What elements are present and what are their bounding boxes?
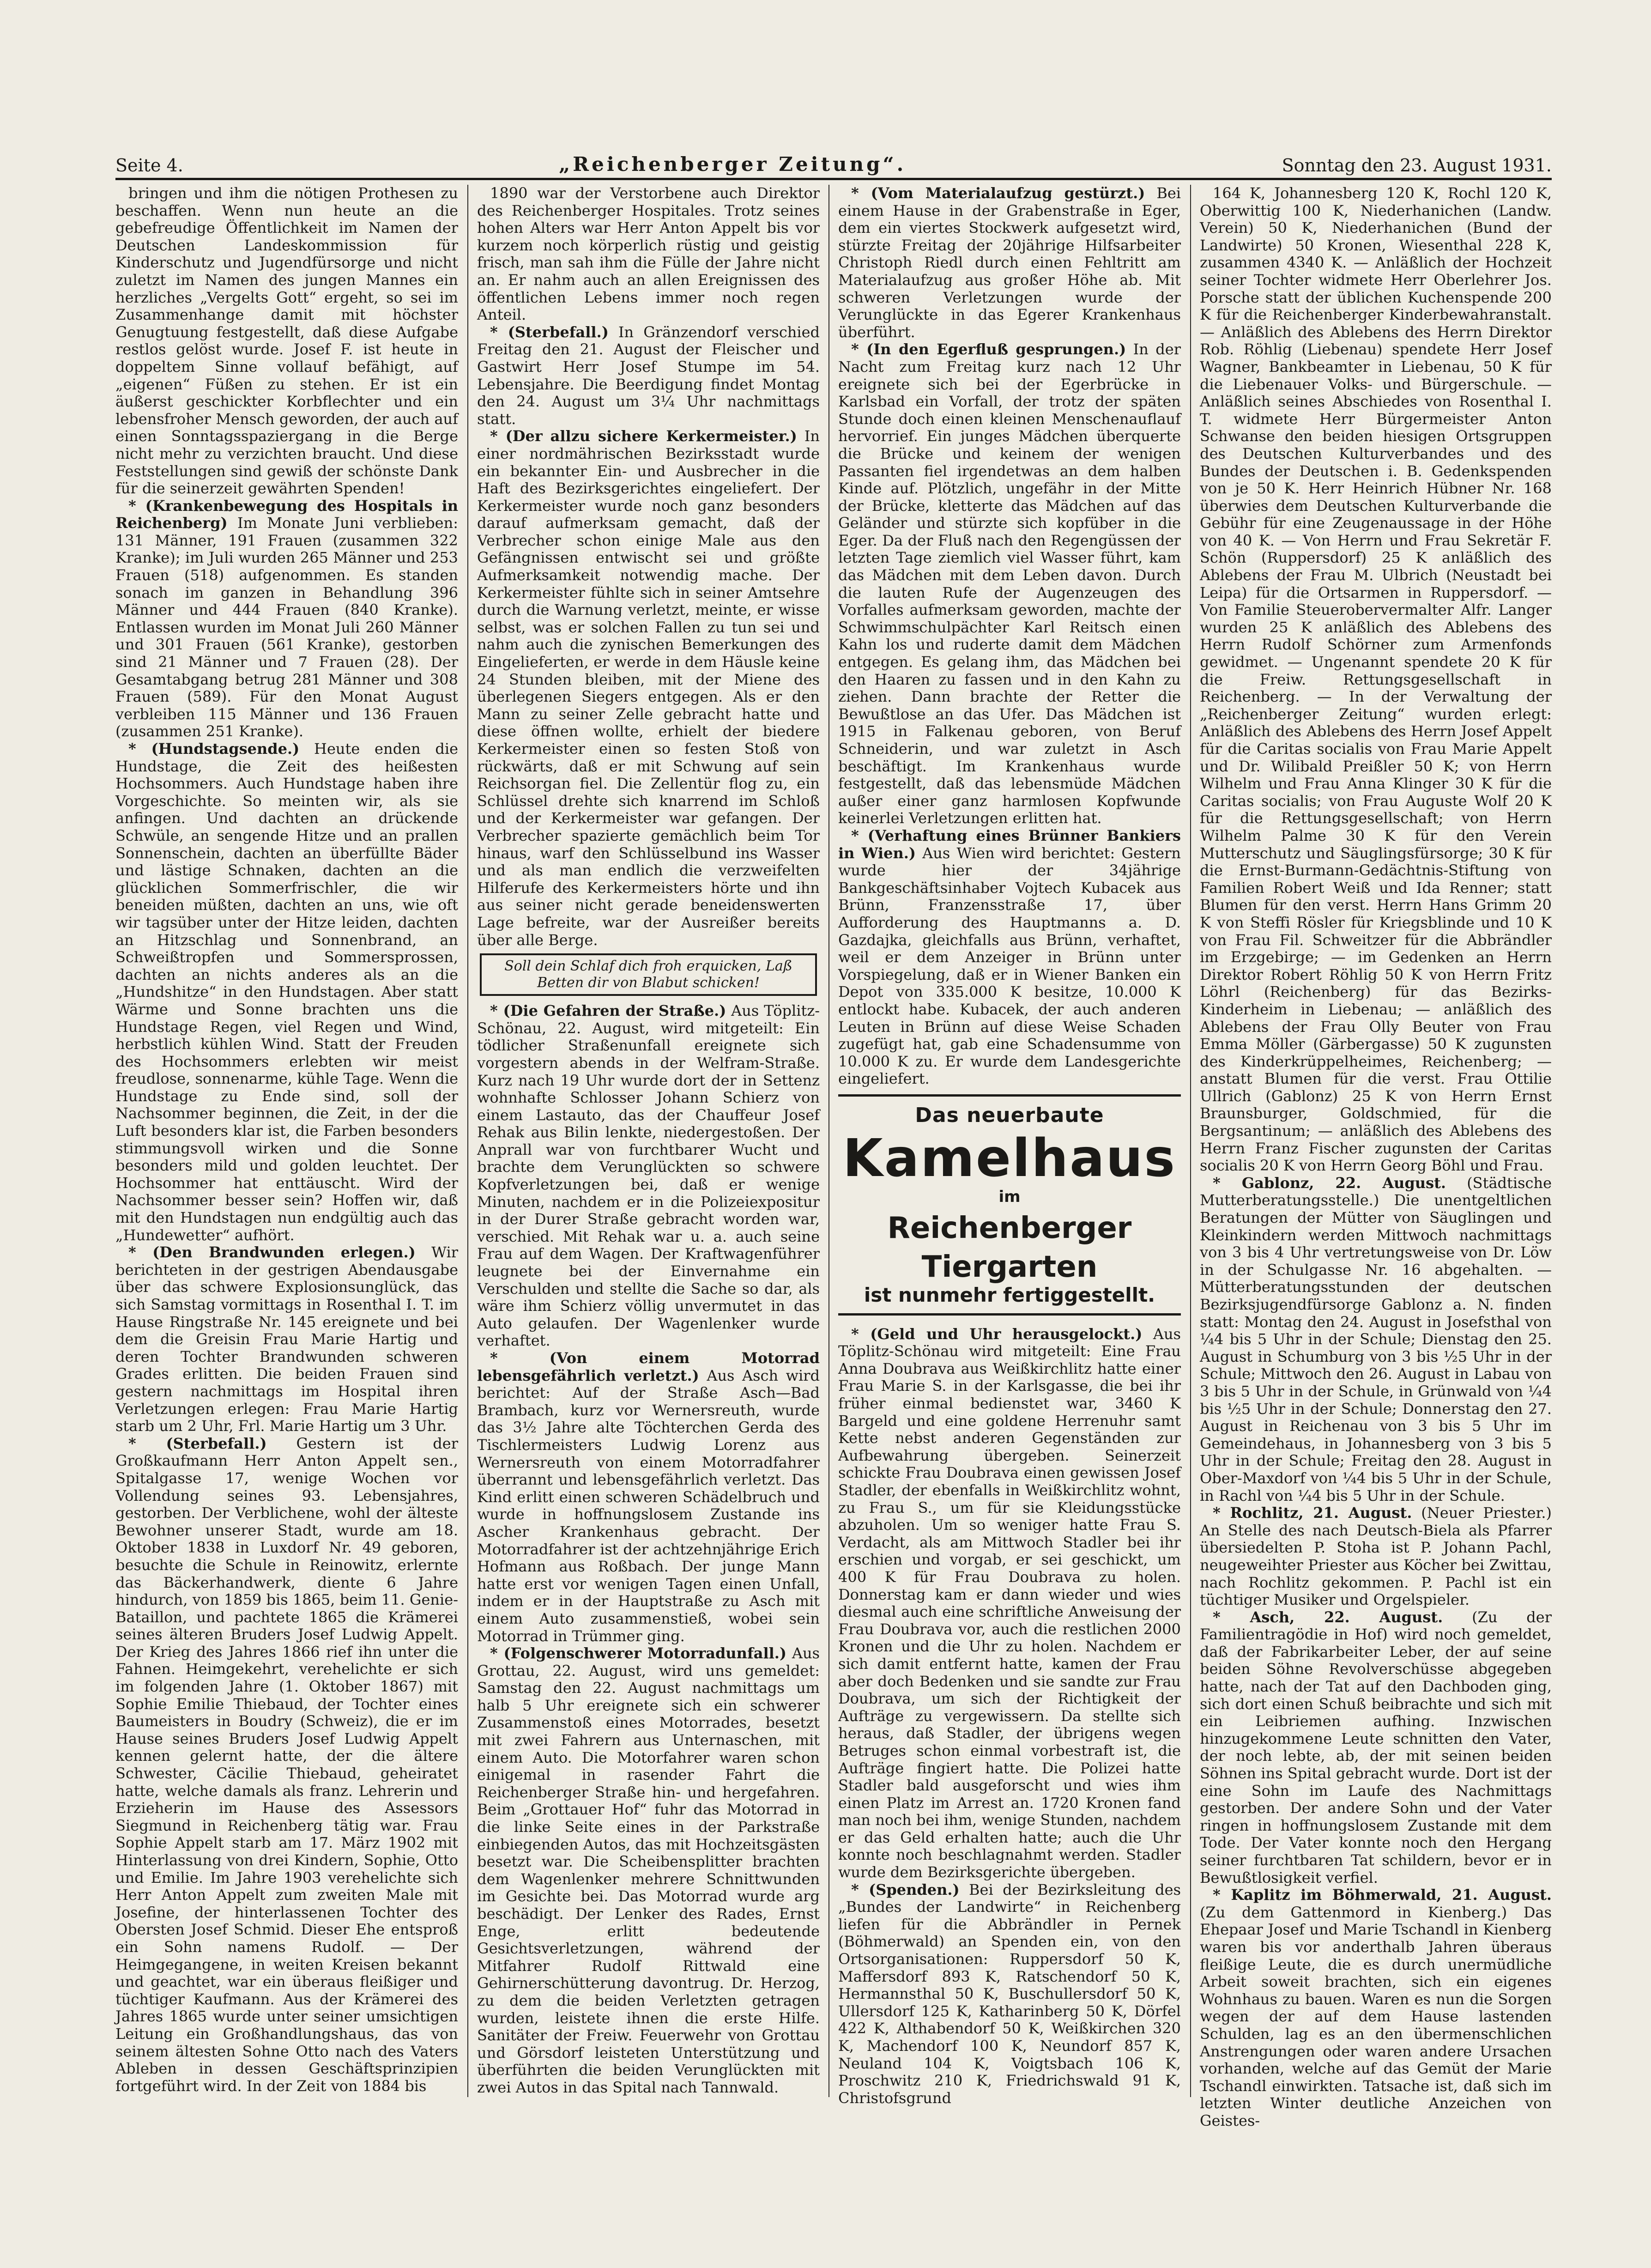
article-paragraph: * (Folgenschwerer Motorradunfall.) Aus Grottau, 22. August, wird uns gemeldet: Samstag den 22. August nachmittags um halb 5 Uhr ereignete sich ein schwerer Zusammenstoß eines Motorrades, besetzt mit zwei Fahrern aus Unternaschen, mit einem Auto. Die Motorfahrer waren schon einigemal in rasender Fahrt die Reichenberger Straße hin- und hergefahren. Beim „Grottauer Hof“ fuhr das Motorrad in die linke Seite eines in der Parkstraße einbiegenden Autos, das mit Hochzeitsgästen besetzt war. Die Scheibensplitter brachten dem Wagenlenker mehrere Schnittwunden im Gesichte bei. Das Motorrad wurde arg beschädigt. Der Lenker des Rades, Ernst Enge, erlitt bedeutende Gesichtsverletzungen, während der Mitfahrer Rudolf Rittwald eine Gehirnerschütterung davontrug. Dr. Herzog, zu dem die beiden Verletzten getragen wurden, leistete ihnen die erste Hilfe. Sanitäter der Freiw. Feuerwehr von Grottau und Görsdorf leisteten Unterstützung und überführten die beiden Verunglückten mit zwei Autos in das Spital nach Tannwald. [477,1644,820,2096]
article-heading: * (Die Gefahren der Straße.) [490,1002,726,1020]
column-divider [1190,185,1191,2097]
column-divider [467,185,468,2097]
advert-subheadline: Reichenberger Tiergarten [887,1211,1132,1285]
advert-box-betten: Soll dein Schlaf dich froh erquicken, Laß Betten dir von Blabut schicken! [480,953,817,996]
article-paragraph: * (Die Gefahren der Straße.) Aus Töplitz-Schönau, 22. August, wird mitgeteilt: Ein tödlicher Straßenunfall ereignete sich vorgestern abends in der Welfram-Straße. Kurz nach 19 Uhr wurde dort der in Settenz wohnhafte Schlosser Johann Schierz von einem Lastauto, das der Chauffeur Josef Rehak aus Bilin lenkte, niedergestoßen. Der Anprall war von furchtbarer Wucht und brachte dem Verunglückten so schwere Kopfverletzungen bei, daß er wenige Minuten, nachdem er in die Polizeiexpositur in der Durer Straße gebracht worden war, verschied. Mit Rehak war u. a. auch seine Frau auf dem Wagen. Der Kraftwagenführer leugnete bei der Einvernahme ein Verschulden und stellte die Sache so dar, als wäre ihm Schierz völlig unvermutet in das Auto gelaufen. Der Wagenlenker wurde verhaftet. [477,1002,820,1350]
advert-headline: Kamelhaus [842,1128,1177,1189]
article-paragraph: * (Sterbefall.) In Gränzendorf verschied Freitag den 21. August der Fleischer und Gastwirt Herr Josef Stumpe im 54. Lebensjahre. Die Beerdigung findet Montag den 24. August um 3¼ Uhr nachmittags statt. [477,323,820,428]
article-heading: * (Vom Materialaufzug gestürzt.) [851,184,1145,202]
article-paragraph: * Rochlitz, 21. August. (Neuer Priester.) An Stelle des nach Deutsch-Biela als Pfarrer übersiedelten P. Stoha ist P. Johann Pachl, neugeweihter Priester aus Köcher bei Zwittau, nach Rochlitz gekommen. P. Pachl ist ein tüchtiger Musiker und Orgelspieler. [1200,1504,1552,1609]
article-paragraph: 164 K, Johannesberg 120 K, Rochl 120 K, Oberwittig 100 K, Niederhanichen (Landw. Verein) 50 K, Niederhanichen (Bund der Landwirte) 50 Kronen, Wiesenthal 228 K, zusammen 4340 K. — Anläßlich der Hochzeit seiner Tochter widmete Herr Oberlehrer Jos. Porsche statt der üblichen Kuchenspende 200 K für die Reichenberger Kinderbewahranstalt. — Anläßlich des Ablebens des Herrn Direktor Rob. Röhlig (Liebenau) spendete Herr Josef Wagner, Bankbeamter in Liebenau, 50 K für die Liebenauer Volks- und Bürgerschule. — Anläßlich seines Abschiedes von Rosenthal I. T. widmete Herr Bürgermeister Anton Schwanse den beiden hiesigen Ortsgruppen des Deutschen Kulturverbandes und des Bundes der Deutschen i. B. Gedenkspenden von je 50 K. Herr Heinrich Hübner Nr. 168 überwies dem Deutschen Kulturverbande die Gebühr für eine Zeugenaussage in der Höhe von 40 K. — Von Herrn und Frau Sekretär F. Schön (Ruppersdorf) 25 K anläßlich des Ablebens der Frau M. Ulbrich (Neustadt bei Leipa) für die Ortsarmen in Ruppersdorf. — Von Familie Steuerobervermalter Alfr. Langer wurden 25 K anläßlich des Ablebens des Herrn Rudolf Schörner zum Armenfonds gewidmet. — Ungenannt spendete 20 K für die Freiw. Rettungsgesellschaft in Reichenberg. — In der Verwaltung der „Reichenberger Zeitung“ wurden erlegt: Anläßlich des Ablebens des Herrn Josef Appelt für die Caritas socialis von Frau Marie Appelt und Dr. Wilibald Preißler 50 K; von Herrn Wilhelm und Frau Anna Klinger 30 K für die Caritas socialis; von Frau Auguste Wolf 20 K für die Rettungsgesellschaft; von Herrn Wilhelm Palme 30 K für den Verein Mutterschutz und Säuglingsfürsorge; 30 K für die Ernst-Burmann-Gedächtnis-Stiftung von Familien Robert Weiß und Ida Renner; statt Blumen für den verst. Herrn Hans Grimm 20 K von Steffi Rösler für Kriegsblinde und 10 K von Frau Fil. Schweitzer für die Abbrändler im Erzgebirge; — im Gedenken an Herrn Direktor Robert Röhlig 50 K von Herrn Fritz Löhrl (Reichenberg) für das Bezirks-Kinderheim in Liebenau; — anläßlich des Ablebens der Frau Olly Beuter von Frau Emma Möller (Gärbergasse) 50 K zugunsten des Kinderkrüppelheimes, Reichenberg; — anstatt Blumen für die verst. Frau Ottilie Ullrich (Gablonz) 25 K von Herrn Ernst Braunsburger, Goldschmied, für die Bergsantinum; — anläßlich des Ablebens des Herrn Franz Fischer zugunsten der Caritas socialis 20 K von Herrn Georg Böhl und Frau. [1200,184,1552,1175]
article-heading: * (Hundstagsende.) [128,740,300,758]
article-heading: * (Folgenschwerer Motorradunfall.) [490,1644,787,1662]
page-number: Seite 4. [115,155,183,176]
article-heading: * (Geld und Uhr herausgelockt.) [851,1325,1143,1343]
article-paragraph: * (Verhaftung eines Brünner Bankiers in Wien.) Aus Wien wird berichtet: Gestern wurde hier der 34jährige Bankgeschäftsinhaber Vojtech Kubacek aus Brünn, Franzensstraße 17, über Aufforderung des Hauptmanns a. D. Gazdajka, gleichfalls aus Brünn, verhaftet, weil er dem Anzeiger in Brünn unter Vorspiegelung, daß er in Wiener Banken ein Depot von 335.000 K besitze, 10.000 K entlockt habe. Kubacek, der auch anderen Leuten in Brünn auf diese Weise Schaden zugefügt hat, gab eine Schadensumme von 10.000 K zu. Er wurde dem Landesgerichte eingeliefert. [838,826,1181,1088]
article-paragraph: * (Hundstagsende.) Heute enden die Hundstage, die Zeit des heißesten Hochsommers. Auch Hundstage haben ihre Vorgeschichte. So meinten wir, als sie anfingen. Und dachten an drückende Schwüle, an sengende Hitze und an prallen Sonnenschein, dachten an überfüllte Bäder und lästige Schnaken, dachten an die glücklichen Sommerfrischler, die wir beneiden müßten, dachten an uns, wie oft wir tagsüber unter der Hitze leiden, dachten an Hitzschlag und Sonnenbrand, an Schweißtropfen und Sommersprossen, dachten an nichts anderes als an die „Hundshitze“ in den Hundstagen. Aber statt Wärme und Sonne brachten uns die Hundstage Regen, viel Regen und Wind, herbstlich kühlen Wind. Statt der Freuden des Hochsommers erlebten wir meist freudlose, sonnenarme, kühle Tage. Wenn die Hundstage zu Ende sind, soll der Nachsommer beginnen, die Zeit, in der die Luft besonders klar ist, die Farben besonders stimmungsvoll wirken und die Sonne besonders mild und golden leuchtet. Der Hochsommer hat enttäuscht. Wird der Nachsommer besser sein? Hoffen wir, daß mit den Hundstagen nun endgültig auch das „Hundewetter“ aufhört. [115,740,459,1244]
article-paragraph: * (Vom Materialaufzug gestürzt.) Bei einem Hause in der Grabenstraße in Eger, dem ein viertes Stockwerk aufgesetzt wird, stürzte Freitag der 20jährige Hilfsarbeiter Christoph Riedl durch einen Fehltritt am Materialaufzug aus großer Höhe ab. Mit schweren Verletzungen wurde der Verunglückte in das Egerer Krankenhaus überführt. [838,184,1181,341]
article-paragraph: * Gablonz, 22. August. (Städtische Mutterberatungsstelle.) Die unentgeltlichen Beratungen der Mütter von Säuglingen und Kleinkindern werden Mittwoch nachmittags von 3 bis 4 Uhr vertretungsweise von Dr. Löw in der Schulgasse Nr. 16 abgehalten. — Mütterberatungsstunden der deutschen Bezirksjugendfürsorge Gablonz a. N. finden statt: Montag den 24. August in Josefsthal von ¼4 bis 5 Uhr in der Schule; Dienstag den 25. August in Schumburg von 3 bis ½5 Uhr in der Schule; Mittwoch den 26. August in Labau von 3 bis 5 Uhr in der Schule, in Grünwald von ¼4 bis ½5 Uhr in der Schule; Donnerstag den 27. August in Reichenau von 3 bis 5 Uhr im Gemeindehaus, in Johannesberg von 3 bis 5 Uhr in der Schule; Freitag den 28. August in Ober-Maxdorf von ¼4 bis 5 Uhr in der Schule, in Rachl von ¼4 bis 5 Uhr in der Schule. [1200,1174,1552,1504]
article-paragraph: * (Sterbefall.) Gestern ist der Großkaufmann Herr Anton Appelt sen., Spitalgasse 17, wenige Wochen vor Vollendung seines 93. Lebensjahres, gestorben. Der Verblichene, wohl der älteste Bewohner unserer Stadt, wurde am 18. Oktober 1838 in Luxdorf Nr. 49 geboren, besuchte die Schule in Reinowitz, erlernte das Bäckerhandwerk, diente 6 Jahre hindurch, von 1859 bis 1865, beim 11. Genie-Bataillon, und pachtete 1865 die Krämerei seines älteren Bruders Josef Ludwig Appelt. Der Krieg des Jahres 1866 rief ihn unter die Fahnen. Heimgekehrt, verehelichte er sich im folgenden Jahre (1. Oktober 1867) mit Sophie Emilie Thiebaud, der Tochter eines Baumeisters in Boudry (Schweiz), die er im Hause seines Bruders Josef Ludwig Appelt kennen gelernt hatte, der die ältere Schwester, Cäcilie Thiebaud, geheiratet hatte, welche damals als franz. Lehrerin und Erzieherin im Hause des Assessors Siegmund in Reichenberg tätig war. Frau Sophie Appelt starb am 17. März 1902 mit Hinterlassung von drei Kindern, Sophie, Otto und Emilie. Im Jahre 1903 verehelichte sich Herr Anton Appelt zum zweiten Male mit Josefine, der hinterlassenen Tochter des Obersten Josef Schmid. Dieser Ehe entsproß ein Sohn namens Rudolf. — Der Heimgegangene, in weiten Kreisen bekannt und geachtet, war ein überaus fleißiger und tüchtiger Kaufmann. Aus der Krämerei des Jahres 1865 wurde unter seiner umsichtigen Leitung ein Großhandlungshaus, das von seinem ältesten Sohne Otto nach des Vaters Ableben in dessen Geschäftsprinzipien fortgeführt wird. In der Zeit von 1884 bis [115,1434,459,2095]
article-heading: * Asch, 22. August. [1213,1608,1443,1626]
article-heading: * (Den Brandwunden erlegen.) [128,1243,416,1261]
article-paragraph: * (In den Egerfluß gesprungen.) In der Nacht zum Freitag kurz nach 12 Uhr ereignete sich bei der Egerbrücke in Karlsbad ein Vorfall, der trotz der späten Stunde doch einen kleinen Menschenauflauf hervorrief. Ein junges Mädchen überquerte die Brücke und keinem der wenigen Passanten fiel irgendetwas an dem halben Kinde auf. Plötzlich, ungefähr in der Mitte der Brücke, kletterte das Mädchen auf das Geländer und stürzte sich kopfüber in die Eger. Da der Fluß nach den Regengüssen der letzten Tage ziemlich viel Wasser führt, kam das Mädchen mit dem Leben davon. Durch die lauten Rufe der Augenzeugen des Vorfalles aufmerksam geworden, machte der Schwimmschulpächter Karl Reitsch einen Kahn los und ruderte damit dem Mädchen entgegen. Es gelang ihm, das Mädchen bei den Haaren zu fassen und in den Kahn zu ziehen. Dann brachte der Retter die Bewußtlose an das Ufer. Das Mädchen ist 1915 in Falkenau geboren, von Beruf Schneiderin, und war zuletzt in Asch beschäftigt. Im Krankenhaus wurde festgestellt, daß das lebensmüde Mädchen außer einer ganz harmlosen Kopfwunde keinerlei Verletzungen erlitten hat. [838,340,1181,827]
article-heading: * Kaplitz im Böhmerwald, 21. August. [1213,1886,1552,1904]
advert-line: ist nunmehr fertiggestellt. [864,1284,1155,1307]
column-2 [477,185,820,2097]
issue-date: Sonntag den 23. August 1931. [1282,155,1552,176]
article-paragraph: * (Geld und Uhr herausgelockt.) Aus Töplitz-Schönau wird mitgeteilt: Eine Frau Anna Doubrava aus Weißkirchlitz hatte einer Frau Marie S. in der Karlsgasse, die bei ihr früher einmal bedienstet war, 3460 K Bargeld und eine goldene Herrenuhr samt Kette nebst anderen Gegenständen zur Aufbewahrung übergeben. Seinerzeit schickte Frau Doubrava einen gewissen Josef Stadler, der ebenfalls in Weißkirchlitz wohnt, zu Frau S., um für sie Kleidungsstücke abzuholen. Um so weniger hatte Frau S. Verdacht, als am Mittwoch Stadler bei ihr erschien und vorgab, er sei geschickt, um 400 K für Frau Doubrava zu holen. Donnerstag kam er dann wieder und wies diesmal auch eine schriftliche Anweisung der Frau Doubrava vor, auch die restlichen 2000 Kronen und die Uhr zu holen. Nachdem er sich damit entfernt hatte, kamen der Frau aber doch Bedenken und sie sandte zur Frau Doubrava, um sich der Richtigkeit der Aufträge zu vergewissern. Da stellte sich heraus, daß Stadler, der übrigens wegen Betruges schon einmal vorbestraft ist, die Aufträge fingiert hatte. Die Polizei hatte Stadler bald ausgeforscht und wies ihm einen Platz im Arrest an. 1720 Kronen fand man noch bei ihm, wenige Stunden, nachdem er das Geld erhalten hatte; auch die Uhr konnte noch beschlagnahmt werden. Stadler wurde dem Bezirksgerichte übergeben. [838,1325,1181,1881]
article-paragraph: * Kaplitz im Böhmerwald, 21. August. (Zu dem Gattenmord in Kienberg.) Das Ehepaar Josef und Marie Tschandl in Kienberg waren bis vor anderthalb Jahren überaus fleißige Leute, die es durch unermüdliche Arbeit soweit brachten, sich ein eigenes Wohnhaus zu bauen. Waren es nun die Sorgen wegen der auf dem Hause lastenden Schulden, lag es an den übermenschlichen Anstrengungen oder waren andere Ursachen vorhanden, welche auf das Gemüt der Marie Tschandl einwirkten. Tatsache ist, daß sich im letzten Winter deutliche Anzeichen von Geistes- [1200,1886,1552,2129]
article-paragraph: * (Von einem Motorrad lebensgefährlich verletzt.) Aus Asch wird berichtet: Auf der Straße Asch—Bad Brambach, kurz vor Wernersreuth, wurde das 3½ Jahre alte Töchterchen Gerda des Tischlermeisters Ludwig Lorenz aus Wernersreuth von einem Motorradfahrer überrannt und lebensgefährlich verletzt. Das Kind erlitt einen schweren Schädelbruch und wurde in hoffnungslosem Zustande ins Ascher Krankenhaus gebracht. Der Motorradfahrer ist der achtzehnjährige Erich Hofmann aus Roßbach. Der junge Mann hatte erst vor wenigen Tagen einen Unfall, indem er in der Hauptstraße zu Asch mit einem Auto zusammenstieß, wobei sein Motorrad in Trümmer ging. [477,1349,820,1645]
article-heading: * (In den Egerfluß gesprungen.) [851,340,1126,358]
article-paragraph: * Asch, 22. August. (Zu der Familientragödie in Hof) wird noch gemeldet, daß der Fabrikarbeiter Leber, der auf seine beiden Söhne Revolverschüsse abgegeben hatte, nach der Tat auf den Dachboden ging, sich dort einen Schuß beibrachte und sich mit ein Leibriemen aufhing. Inzwischen hinzugekommene Leute schnitten den Vater, der noch lebte, ab, der mit seinen beiden Söhnen ins Spital gebracht wurde. Dort ist der eine Sohn im Laufe des Nachmittags gestorben. Der andere Sohn und der Vater ringen in hoffnungslosem Zustande mit dem Tode. Der Vater konnte noch den Hergang seiner furchtbaren Tat schildern, bevor er in Bewußtlosigkeit verfiel. [1200,1608,1552,1886]
column-3 [838,184,1181,2107]
article-heading: * (Sterbefall.) [128,1434,267,1452]
article-paragraph: * (Spenden.) Bei der Bezirksleitung des „Bundes der Landwirte“ in Reichenberg liefen für die Abbrändler in Pernek (Böhmerwald) an Spenden ein, von den Ortsorganisationen: Ruppersdorf 50 K, Maffersdorf 893 K, Ratschendorf 50 K, Hermannsthal 50 K, Buschullersdorf 50 K, Ullersdorf 125 K, Katharinberg 50 K, Dörfel 422 K, Althabendorf 50 K, Weißkirchen 320 K, Machendorf 100 K, Neundorf 857 K, Neuland 104 K, Voigtsbach 106 K, Proschwitz 210 K, Friedrichswald 91 K, Christofsgrund [838,1880,1181,2107]
page-header [115,139,1552,176]
article-heading: * (Von einem Motorrad lebensgefährlich verletzt.) [477,1349,820,1384]
article-heading: * (Der allzu sichere Kerkermeister.) [490,427,797,445]
newspaper-title: „Reichenberger Zeitung“. [559,153,907,176]
article-paragraph: * (Krankenbewegung des Hospitals in Reichenberg) Im Monate Juni verblieben: 131 Männer, 191 Frauen (zusammen 322 Kranke); im Juli wurden 265 Männer und 253 Frauen (518) aufgenommen. Es standen sonach im ganzen in Behandlung 396 Männer und 444 Frauen (840 Kranke). Entlassen wurden im Monat Juli 260 Männer und 301 Frauen (561 Kranke), gestorben sind 21 Männer und 7 Frauen (28). Der Gesamtabgang betrug 281 Männer und 308 Frauen (589). Für den Monat August verbleiben 115 Männer und 136 Frauen (zusammen 251 Kranke). [115,497,459,740]
article-paragraph: * (Der allzu sichere Kerkermeister.) In einer nordmährischen Bezirksstadt wurde ein bekannter Ein- und Ausbrecher in die Haft des Bezirksgerichtes eingeliefert. Der Kerkermeister wurde noch ganz besonders darauf aufmerksam gemacht, daß der Verbrecher schon einige Male aus den Gefängnissen entwischt sei und größte Aufmerksamkeit notwendig mache. Der Kerkermeister fühlte sich in seiner Amtsehre durch die Warnung verletzt, meinte, er wisse selbst, was er solchen Fallen zu tun sei und nahm auch die zynischen Bemerkungen des Eingelieferten, er werde in dem Häusle keine 24 Stunden bleiben, mit der Miene des überlegenen Siegers entgegen. Als er den Mann zu seiner Zelle gebracht hatte und diese öffnen wollte, erhielt der biedere Kerkermeister einen so festen Stoß von rückwärts, daß er mit Schwung auf sein Reichsorgan fiel. Die Zellentür flog zu, ein Schlüssel drehte sich knarrend im Schloß und der Kerkermeister war gefangen. Der Verbrecher spazierte gemächlich beim Tor hinaus, warf den Schlüsselbund ins Wasser und als man endlich die verzweifelten Hilferufe des Kerkermeisters hörte und ihn aus seiner nicht gerade beneidenswerten Lage befreite, war der Ausreißer bereits über alle Berge. [477,427,820,949]
article-heading: * Rochlitz, 21. August. [1213,1504,1412,1522]
article-heading: * Gablonz, 22. August. [1213,1174,1446,1192]
article-paragraph: bringen und ihm die nötigen Prothesen zu beschaffen. Wenn nun heute an die gebefreudige Öffentlichkeit im Namen der Deutschen Landeskommission für Kinderschutz und Jugendfürsorge und nicht zuletzt im Namen des jungen Mannes ein herzliches „Vergelts Gott“ ergeht, so sei im Zusammenhange damit mit höchster Genugtuung festgestellt, daß diese Aufgabe restlos gelöst wurde. Josef F. ist heute in doppeltem Sinne vollauf befähigt, auf „eigenen“ Füßen zu stehen. Er ist ein äußerst geschickter Korbflechter und ein lebensfroher Mensch geworden, der auch auf einen Sonntagsspaziergang in die Berge nicht mehr zu verzichten braucht. Und diese Feststellungen sind gewiß der schönste Dank für die seinerzeit gewährten Spenden! [115,184,458,497]
article-paragraph: * (Den Brandwunden erlegen.) Wir berichteten in der gestrigen Abendausgabe über das schwere Explosionsunglück, das sich Samstag vormittags in Rosenthal I. T. im Hause Ringstraße Nr. 145 ereignete und bei dem die Greisin Frau Marie Hartig und deren Tochter Brandwunden schweren Grades erlitten. Die beiden Frauen sind gestern nachmittags im Hospital ihren Verletzungen erlegen: Frau Marie Hartig starb um 2 Uhr, Frl. Marie Hartig um 3 Uhr. [115,1243,459,1435]
article-heading: * (Spenden.) [851,1880,960,1898]
article-heading: * (Sterbefall.) [490,323,609,341]
article-heading: * (Krankenbewegung des Hospitals in Reichenberg) [115,497,458,532]
column-1 [115,185,458,2097]
advert-kamelhaus [838,1094,1181,1316]
article-paragraph: 1890 war der Verstorbene auch Direktor des Reichenberger Hospitales. Trotz seines hohen Alters war Herr Anton Appelt bis vor kurzem noch körperlich rüstig und geistig frisch, man sah ihm die Fülle der Jahre nicht an. Er nahm auch an allen Ereignissen des öffentlichen Lebens immer noch regen Anteil. [477,184,820,324]
header-rule [115,178,1552,180]
column-4 [1200,184,1552,2129]
article-heading: * (Verhaftung eines Brünner Bankiers in Wien.) [838,826,1181,862]
advert-line: im [998,1188,1021,1207]
advert-line: Das neuerbaute [915,1103,1104,1127]
